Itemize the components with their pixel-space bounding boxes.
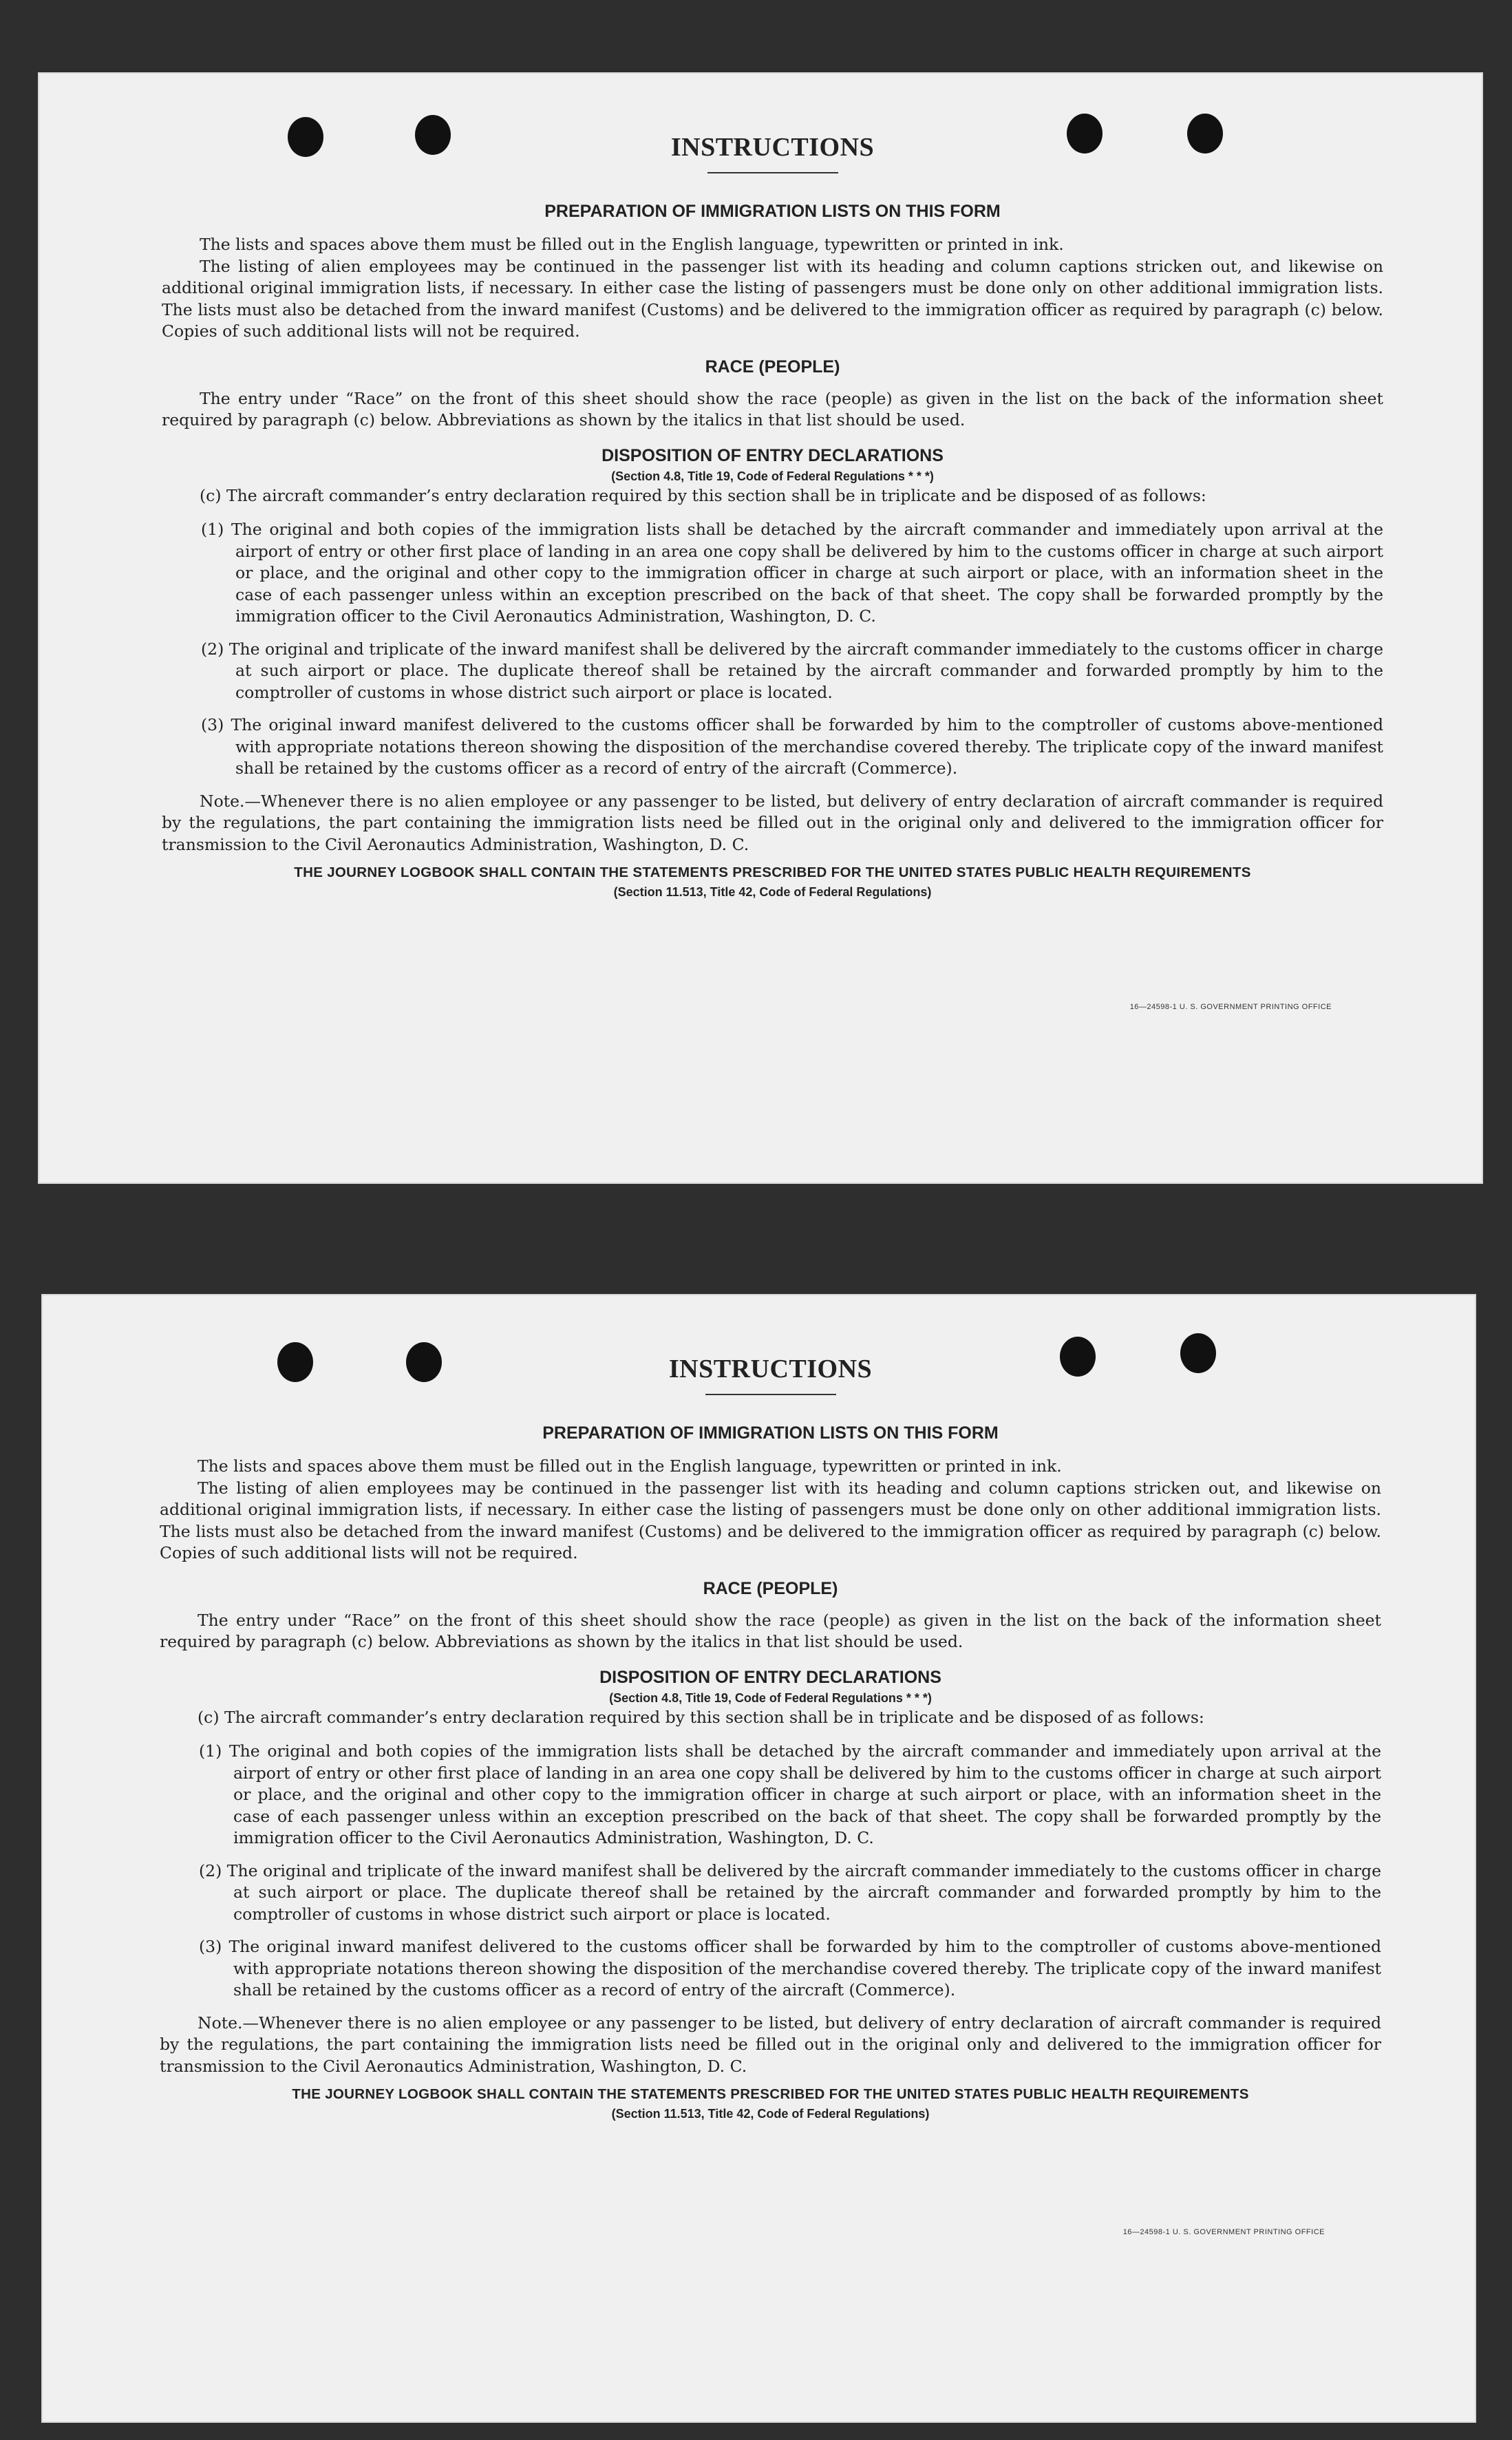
footer-citation: (Section 11.513, Title 42, Code of Federal Regulations) bbox=[613, 885, 932, 899]
section-citation-disposition: (Section 4.8, Title 19, Code of Federal Regulations * * *) bbox=[611, 469, 934, 483]
paragraph-disposition-intro: (c) The aircraft commander’s entry declaration required by this section shall be in triplicate and be disposed of as follows: bbox=[200, 485, 1206, 505]
paragraph-note: Note.—Whenever there is no alien employee or any passenger to be listed, but delivery of entry declaration of aircraft commander is required by the regulations, the part containing the immigration lists need be filled out in the original only and delivered to the immigration officer for transmission to the Civil Aeronautics Administration, Washington, D. C. bbox=[160, 2013, 1381, 2076]
paragraph-race-entry: The entry under “Race” on the front of this sheet should show the race (people) as given in the list on the back of the information sheet required by paragraph (c) below. Abbreviations as shown by the italics in that list should be used. bbox=[162, 388, 1383, 429]
page-title: INSTRUCTIONS bbox=[668, 1355, 873, 1383]
footer-logbook-statement: THE JOURNEY LOGBOOK SHALL CONTAIN THE STATEMENTS PRESCRIBED FOR THE UNITED STATES PUBLIC HEALTH REQUIREMENTS bbox=[294, 864, 1251, 880]
printer-mark: 16—24598-1 U. S. GOVERNMENT PRINTING OFFICE bbox=[1129, 1003, 1332, 1011]
paragraph-race-entry: The entry under “Race” on the front of this sheet should show the race (people) as given in the list on the back of the information sheet required by paragraph (c) below. Abbreviations as shown by the italics in that list should be used. bbox=[160, 1610, 1381, 1651]
paragraph-alien-employees: The listing of alien employees may be continued in the passenger list with its heading and column captions stricken out, and likewise on additional original immigration lists, if necessary. In either case the listing of passengers must be done only on other additional immigration lists. The lists must also be detached from the inward manifest (Customs) and be delivered to the immigration officer as required by paragraph (c) below. Copies of such additional lists will not be required. bbox=[162, 256, 1383, 341]
page-title: INSTRUCTIONS bbox=[670, 133, 875, 162]
instructions-body bbox=[162, 131, 1383, 901]
printer-mark: 16—24598-1 U. S. GOVERNMENT PRINTING OFFICE bbox=[1122, 2228, 1325, 2236]
instruction-sheet-top bbox=[38, 72, 1483, 1184]
section-heading-race: RACE (PEOPLE) bbox=[703, 1578, 838, 1598]
instruction-sheet-bottom bbox=[41, 1294, 1476, 2423]
paragraph-lists-language: The lists and spaces above them must be filled out in the English language, typewritten or printed in ink. bbox=[200, 235, 1064, 254]
section-heading-disposition: DISPOSITION OF ENTRY DECLARATIONS bbox=[601, 445, 944, 465]
list-item-1: (1) The original and both copies of the immigration lists shall be detached by the aircraft commander and immediately upon arrival at the airport of entry or other first place of landing in an area one copy shall be delivered by him to the customs officer in charge at such airport or place, and the original and other copy to the immigration officer in charge at such airport or place, with an information sheet in the case of each passenger unless within an exception prescribed on the back of that sheet. The copy shall be forwarded promptly by the immigration officer to the Civil Aeronautics Administration, Washington, D. C. bbox=[201, 520, 1383, 626]
footer-citation: (Section 11.513, Title 42, Code of Federal Regulations) bbox=[611, 2107, 930, 2121]
paragraph-note: Note.—Whenever there is no alien employee or any passenger to be listed, but delivery of entry declaration of aircraft commander is required by the regulations, the part containing the immigration lists need be filled out in the original only and delivered to the immigration officer for transmission to the Civil Aeronautics Administration, Washington, D. C. bbox=[162, 791, 1383, 854]
list-item-3: (3) The original inward manifest delivered to the customs officer shall be forwarded by him to the comptroller of customs above-mentioned with appropriate notations thereon showing the disposition of the merchandise covered thereby. The triplicate copy of the inward manifest shall be retained by the customs officer as a record of entry of the aircraft (Commerce). bbox=[199, 1937, 1381, 1999]
list-item-1: (1) The original and both copies of the immigration lists shall be detached by the aircraft commander and immediately upon arrival at the airport of entry or other first place of landing in an area one copy shall be delivered by him to the customs officer in charge at such airport or place, and the original and other copy to the immigration officer in charge at such airport or place, with an information sheet in the case of each passenger unless within an exception prescribed on the back of that sheet. The copy shall be forwarded promptly by the immigration officer to the Civil Aeronautics Administration, Washington, D. C. bbox=[199, 1741, 1381, 1847]
list-item-2: (2) The original and triplicate of the inward manifest shall be delivered by the aircraft commander immediately to the customs officer in charge at such airport or place. The duplicate thereof shall be retained by the aircraft commander and forwarded promptly by him to the comptroller of customs in whose district such airport or place is located. bbox=[199, 1860, 1381, 1924]
section-heading-disposition: DISPOSITION OF ENTRY DECLARATIONS bbox=[599, 1667, 941, 1687]
paragraph-lists-language: The lists and spaces above them must be filled out in the English language, typewritten or printed in ink. bbox=[198, 1456, 1062, 1476]
footer-logbook-statement: THE JOURNEY LOGBOOK SHALL CONTAIN THE STATEMENTS PRESCRIBED FOR THE UNITED STATES PUBLIC HEALTH REQUIREMENTS bbox=[292, 2086, 1249, 2102]
list-item-2: (2) The original and triplicate of the inward manifest shall be delivered by the aircraft commander immediately to the customs officer in charge at such airport or place. The duplicate thereof shall be retained by the aircraft commander and forwarded promptly by him to the comptroller of customs in whose district such airport or place is located. bbox=[201, 639, 1383, 702]
paragraph-alien-employees: The listing of alien employees may be continued in the passenger list with its heading and column captions stricken out, and likewise on additional original immigration lists, if necessary. In either case the listing of passengers must be done only on other additional immigration lists. The lists must also be detached from the inward manifest (Customs) and be delivered to the immigration officer as required by paragraph (c) below. Copies of such additional lists will not be required. bbox=[160, 1478, 1381, 1562]
section-citation-disposition: (Section 4.8, Title 19, Code of Federal Regulations * * *) bbox=[609, 1690, 932, 1705]
list-item-3: (3) The original inward manifest delivered to the customs officer shall be forwarded by him to the comptroller of customs above-mentioned with appropriate notations thereon showing the disposition of the merchandise covered thereby. The triplicate copy of the inward manifest shall be retained by the customs officer as a record of entry of the aircraft (Commerce). bbox=[201, 715, 1383, 778]
instructions-body bbox=[160, 1352, 1381, 2123]
section-heading-preparation: PREPARATION OF IMMIGRATION LISTS ON THIS FORM bbox=[544, 202, 1001, 221]
paragraph-disposition-intro: (c) The aircraft commander’s entry declaration required by this section shall be in triplicate and be disposed of as follows: bbox=[198, 1707, 1204, 1727]
section-heading-race: RACE (PEOPLE) bbox=[705, 357, 840, 376]
section-heading-preparation: PREPARATION OF IMMIGRATION LISTS ON THIS FORM bbox=[542, 1423, 999, 1443]
